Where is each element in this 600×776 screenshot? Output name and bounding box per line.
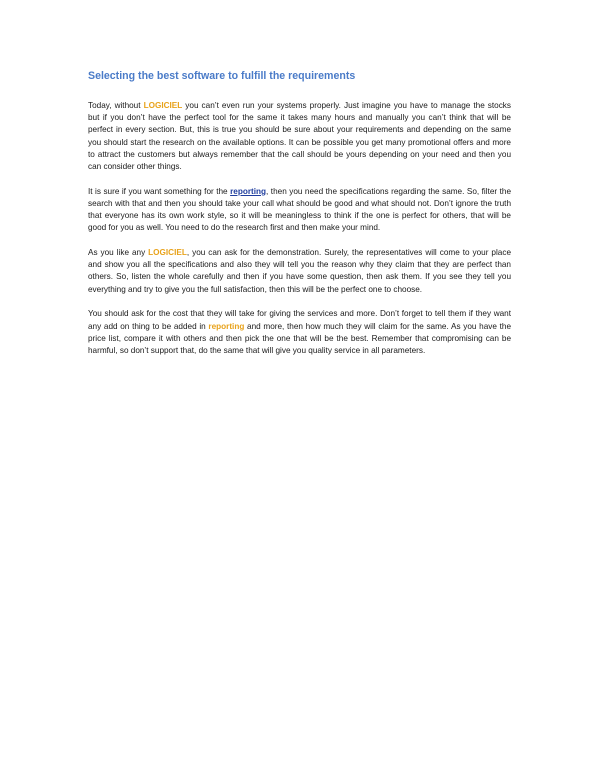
- keyword-logiciel: LOGICIEL: [143, 101, 183, 110]
- paragraph-1: [88, 100, 511, 173]
- paragraph-text: , you can ask for the demonstration. Surely, the representatives will come to your place and show you all the specifications and also they will tell you the reason why they claim that they are perfect than others. So, listen the whole carefully and then if you have some question, then ask them. If you see they tell you everything and try to give you the full satisfaction, then this will be the perfect one to choose.: [88, 248, 512, 294]
- paragraph-text: You should ask for the cost that they will take for giving the services and more. Don’t forget to tell them if they want any add on thing to be added in: [88, 309, 511, 331]
- paragraph-2: [88, 186, 511, 235]
- document-title: Selecting the best software to fulfill the requirements: [88, 70, 356, 82]
- paragraph-3: [88, 247, 511, 296]
- document-page: [88, 70, 511, 370]
- paragraph-4: [88, 308, 511, 357]
- paragraph-text: It is sure if you want something for the: [88, 186, 231, 196]
- paragraph-text: , then you need the specifications regarding the same. So, filter the search with that and then you should take your call what should be good and what should not. Don’t ignore the truth that everyone has its own work style, so it will be meaningless to think if the one is perfect for others, that will be good for you as well. You need to do the research first and then make your mind.: [88, 186, 511, 233]
- reporting-link[interactable]: reporting: [230, 186, 267, 196]
- keyword-reporting: reporting: [208, 321, 245, 331]
- paragraph-text: As you like any: [88, 248, 149, 258]
- keyword-logiciel: LOGICIEL: [148, 248, 187, 258]
- paragraph-text: Today, without: [88, 101, 144, 110]
- paragraph-text: and more, then how much they will claim for the same. As you have the price list, compare it with others and then pick the one that will be the best. Remember that compromising can be harmful, so don’t support that, do the same that will give you quality service in all parameters.: [88, 321, 511, 355]
- paragraph-text: you can’t even run your systems properly. Just imagine you have to manage the stocks but if you don’t have the perfect tool for the same it takes many hours and manually you can’t think that will be perfect in every section. But, this is true you should be sure about your requirements and depending on the same you should start the research on the available options. It can be possible you get many promotional offers and more to attract the customers but always remember that the call should be yours depending on your need and then you can consider other things.: [88, 101, 511, 172]
